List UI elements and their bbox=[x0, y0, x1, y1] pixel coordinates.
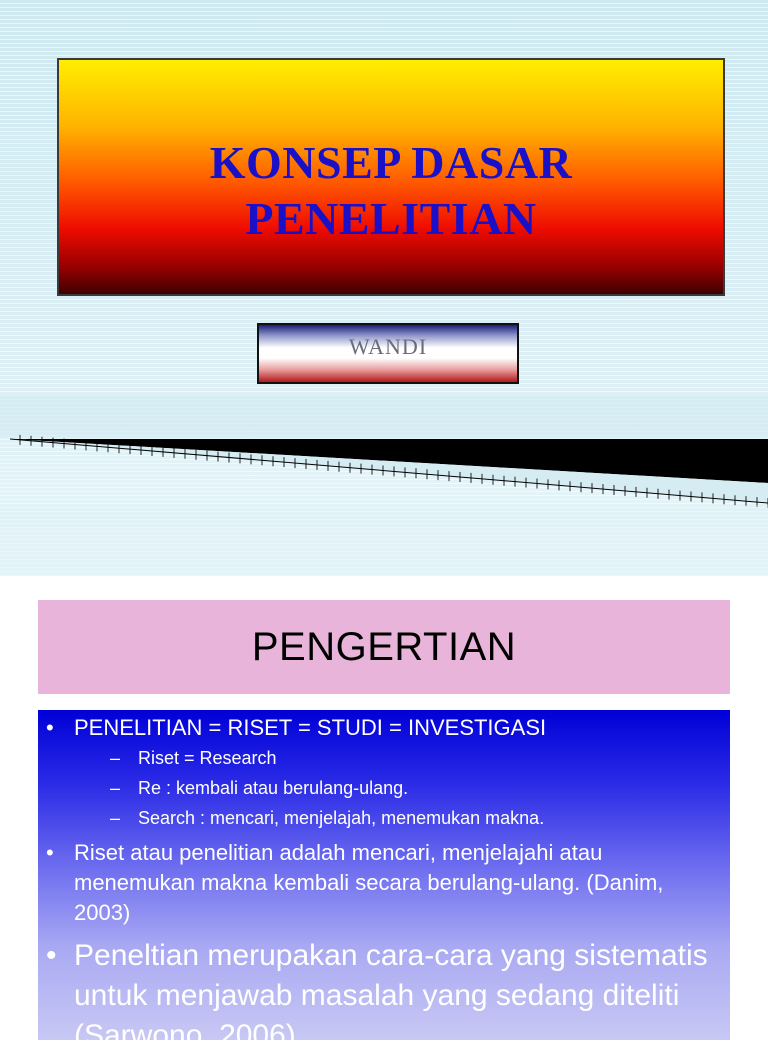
bullet-dot: • bbox=[46, 715, 54, 740]
title-line-1: KONSEP DASAR bbox=[209, 137, 573, 188]
bullet-item-3 bbox=[46, 936, 722, 1056]
slide-title bbox=[210, 135, 573, 247]
heading-box bbox=[38, 600, 730, 694]
bullet-dot: • bbox=[46, 939, 57, 972]
author-name: WANDI bbox=[348, 334, 428, 359]
bullet-item-2 bbox=[46, 838, 716, 928]
sub-item-text-3: Search : mencari, menjelajah, menemukan makna. bbox=[138, 808, 545, 828]
bullet-text-2: Riset atau penelitian adalah mencari, menjelajahi atau menemukan makna kembali secara berulang-ulang. (Danim, 2003) bbox=[74, 840, 664, 925]
sub-item-text-1: Riset = Research bbox=[138, 748, 277, 768]
author-box bbox=[257, 323, 519, 384]
dash-marker: – bbox=[110, 748, 121, 768]
decorative-wedge-graphic bbox=[0, 395, 768, 576]
slide-heading: PENGERTIAN bbox=[251, 624, 517, 669]
content-slide bbox=[0, 578, 768, 1052]
bullet-text-3: Peneltian merupakan cara-cara yang sistematis untuk menjawab masalah yang sedang diteliti (Sarwono, 2006) bbox=[74, 939, 708, 1052]
dash-marker: – bbox=[110, 808, 121, 828]
title-box bbox=[57, 58, 725, 296]
content-box bbox=[38, 710, 730, 1052]
bullet-text-1: PENELITIAN = RISET = STUDI = INVESTIGASI bbox=[74, 715, 547, 740]
bullet-dot: • bbox=[46, 840, 54, 865]
dash-marker: – bbox=[110, 778, 121, 798]
sub-item-text-2: Re : kembali atau berulang-ulang. bbox=[138, 778, 409, 798]
title-line-2: PENELITIAN bbox=[245, 193, 537, 244]
